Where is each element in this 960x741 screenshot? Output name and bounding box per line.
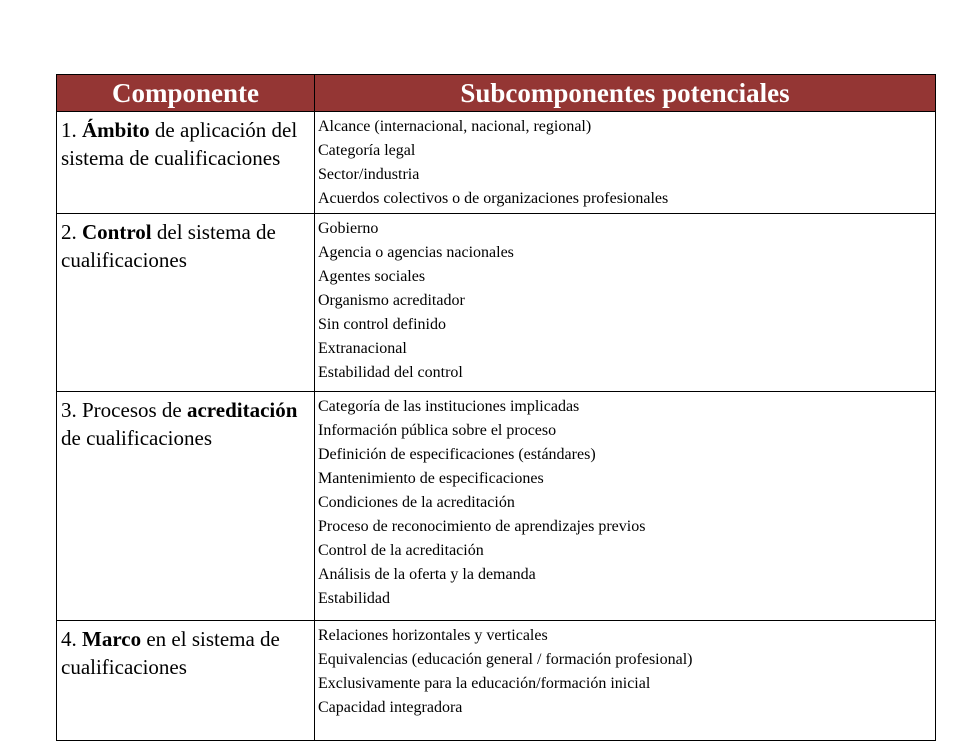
list-item: Capacidad integradora [318,699,463,716]
list-item: Categoría de las instituciones implicadas [318,398,580,415]
list-item: Acuerdos colectivos o de organizaciones profesionales [318,190,669,207]
component-cell: 3. Procesos de acreditación de cualificaciones [57,392,315,621]
list-item: Agencia o agencias nacionales [318,244,514,261]
list-item: Proceso de reconocimiento de aprendizajes previos [318,518,646,535]
component-keyword: acreditación [186,398,298,422]
components-table [56,74,936,741]
component-cell: 4. Marco en el sistema de cualificaciones [57,621,315,741]
list-item: Control de la acreditación [318,542,484,559]
list-item: Análisis de la oferta y la demanda [318,566,536,583]
list-item: Información pública sobre el proceso [318,422,557,439]
subcomponents-cell [315,214,936,392]
list-item: Equivalencias (educación general / formación profesional) [318,651,693,668]
header-subcomponentes: Subcomponentes potenciales [315,75,936,112]
list-item: Sin control definido [318,316,446,333]
table-row [57,214,936,392]
component-keyword: Marco [82,627,142,651]
list-item: Sector/industria [318,166,420,183]
subcomponents-cell [315,392,936,621]
list-item: Exclusivamente para la educación/formación inicial [318,675,651,692]
subcomponents-cell [315,112,936,214]
list-item: Estabilidad [318,590,390,607]
list-item: Mantenimiento de especificaciones [318,470,544,487]
table-row [57,621,936,741]
table-row [57,392,936,621]
list-item: Alcance (internacional, nacional, regional) [318,118,592,135]
list-item: Relaciones horizontales y verticales [318,627,548,644]
header-componente: Componente [57,75,315,112]
list-item: Estabilidad del control [318,364,463,381]
list-item: Condiciones de la acreditación [318,494,515,511]
component-cell: 1. Ámbito de aplicación del sistema de cualificaciones [57,112,315,214]
list-item: Extranacional [318,340,407,357]
header-row [57,75,936,112]
component-keyword: Ámbito [82,118,150,142]
list-item: Gobierno [318,220,379,237]
list-item: Definición de especificaciones (estándares) [318,446,596,463]
list-item: Agentes sociales [318,268,426,285]
subcomponents-cell [315,621,936,741]
component-keyword: Control [82,220,152,244]
list-item: Organismo acreditador [318,292,465,309]
list-item: Categoría legal [318,142,416,159]
component-cell: 2. Control del sistema de cualificaciones [57,214,315,392]
table-row [57,112,936,214]
